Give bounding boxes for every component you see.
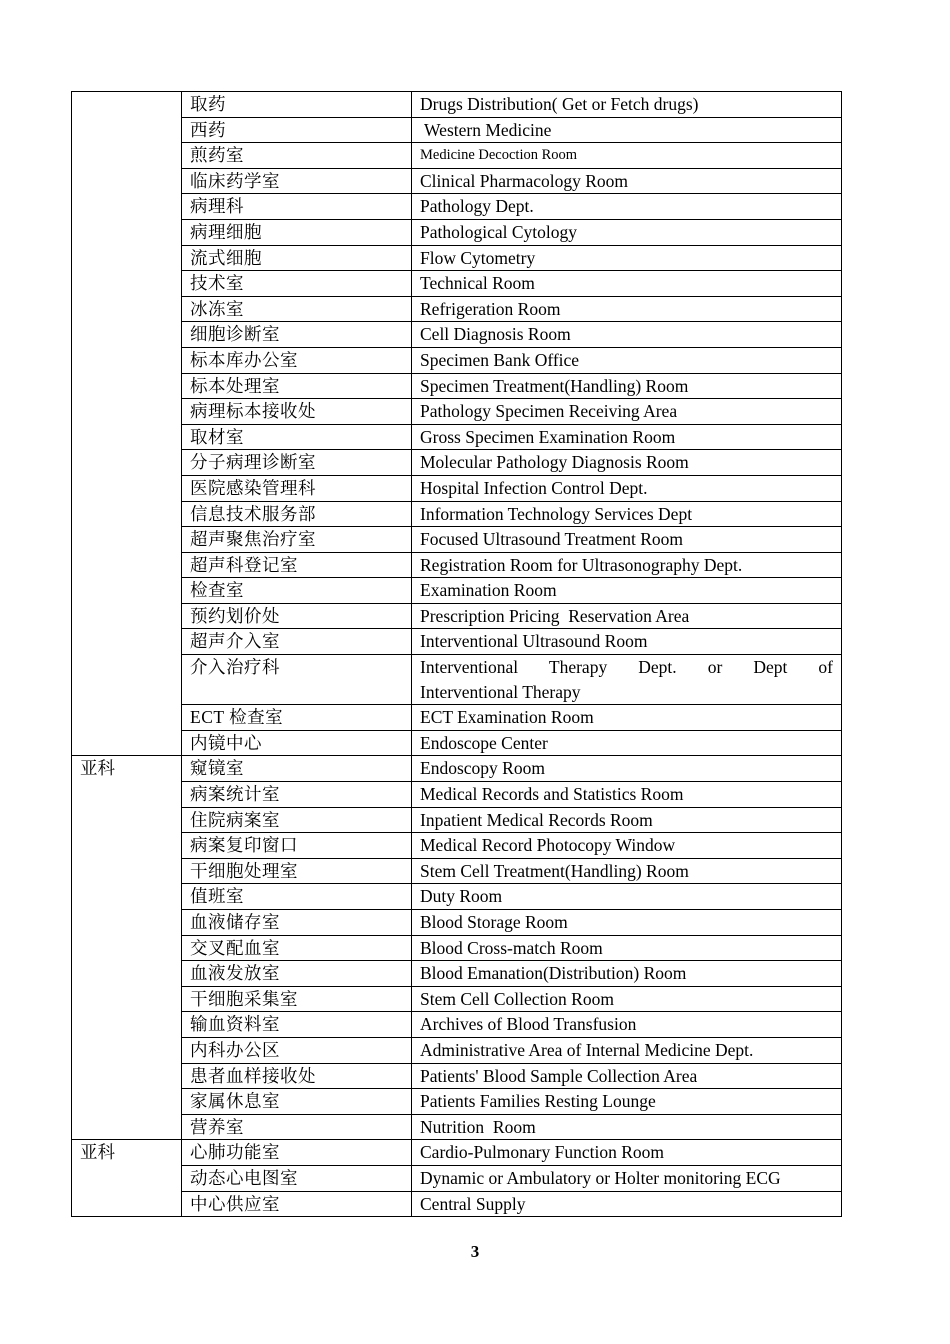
chinese-term-cell: 煎药室 <box>182 143 412 169</box>
chinese-term-cell: 细胞诊断室 <box>182 322 412 348</box>
english-term-cell: Patients' Blood Sample Collection Area <box>412 1063 842 1089</box>
table-row <box>72 578 842 604</box>
table-row <box>72 424 842 450</box>
english-term-cell: Flow Cytometry <box>412 245 842 271</box>
chinese-term-cell: 中心供应室 <box>182 1191 412 1217</box>
english-term-cell: Clinical Pharmacology Room <box>412 168 842 194</box>
chinese-term-cell: 分子病理诊断室 <box>182 450 412 476</box>
table-row <box>72 501 842 527</box>
chinese-term-cell: 超声聚焦治疗室 <box>182 527 412 553</box>
chinese-term-cell: 值班室 <box>182 884 412 910</box>
english-term-cell: Medicine Decoction Room <box>412 143 842 169</box>
table-row <box>72 629 842 655</box>
english-term-cell: Blood Cross-match Room <box>412 935 842 961</box>
table-row <box>72 168 842 194</box>
table-row <box>72 910 842 936</box>
table-row <box>72 1063 842 1089</box>
table-row <box>72 373 842 399</box>
english-term-cell: Registration Room for Ultrasonography Dept. <box>412 552 842 578</box>
table-row <box>72 655 842 705</box>
chinese-term-cell: 临床药学室 <box>182 168 412 194</box>
table-row <box>72 1165 842 1191</box>
english-term-cell: Gross Specimen Examination Room <box>412 424 842 450</box>
english-term-cell: ECT Examination Room <box>412 705 842 731</box>
chinese-term-cell: 病理科 <box>182 194 412 220</box>
table-row <box>72 935 842 961</box>
english-term-cell: Specimen Bank Office <box>412 347 842 373</box>
english-term-cell: Drugs Distribution( Get or Fetch drugs) <box>412 92 842 118</box>
group-cell <box>72 92 182 756</box>
chinese-term-cell: 窥镜室 <box>182 756 412 782</box>
english-term-cell: Medical Record Photocopy Window <box>412 833 842 859</box>
english-term-line-1: Interventional Therapy Dept. or Dept of <box>420 657 833 678</box>
table-row <box>72 603 842 629</box>
table-row <box>72 730 842 756</box>
chinese-term-cell: 病理细胞 <box>182 219 412 245</box>
table-row <box>72 194 842 220</box>
table-row <box>72 527 842 553</box>
table-row <box>72 1012 842 1038</box>
english-term-cell: Nutrition Room <box>412 1114 842 1140</box>
chinese-term-cell: 住院病案室 <box>182 807 412 833</box>
chinese-term-cell: 信息技术服务部 <box>182 501 412 527</box>
glossary-body <box>72 92 842 1217</box>
table-row <box>72 245 842 271</box>
english-term-cell: Inpatient Medical Records Room <box>412 807 842 833</box>
table-row <box>72 347 842 373</box>
chinese-term-cell: 家属休息室 <box>182 1089 412 1115</box>
english-term-cell: Endoscopy Room <box>412 756 842 782</box>
chinese-term-cell: 取材室 <box>182 424 412 450</box>
table-row <box>72 552 842 578</box>
chinese-term-cell: 血液发放室 <box>182 961 412 987</box>
chinese-term-cell: 交叉配血室 <box>182 935 412 961</box>
chinese-term-cell: 超声介入室 <box>182 629 412 655</box>
english-term-cell <box>412 655 842 705</box>
english-term-cell: Molecular Pathology Diagnosis Room <box>412 450 842 476</box>
chinese-term-cell: 血液储存室 <box>182 910 412 936</box>
english-term-cell: Administrative Area of Internal Medicine Dept. <box>412 1037 842 1063</box>
table-row <box>72 782 842 808</box>
table-row <box>72 833 842 859</box>
table-row <box>72 219 842 245</box>
chinese-term-cell: 标本库办公室 <box>182 347 412 373</box>
chinese-term-cell: 干细胞处理室 <box>182 858 412 884</box>
table-row <box>72 961 842 987</box>
chinese-term-cell: ECT 检查室 <box>182 705 412 731</box>
english-term-cell: Refrigeration Room <box>412 296 842 322</box>
glossary-table <box>71 91 842 1217</box>
chinese-term-cell: 冰冻室 <box>182 296 412 322</box>
english-term-cell: Cardio-Pulmonary Function Room <box>412 1140 842 1166</box>
english-term-cell: Hospital Infection Control Dept. <box>412 475 842 501</box>
english-term-cell: Blood Emanation(Distribution) Room <box>412 961 842 987</box>
chinese-term-cell: 动态心电图室 <box>182 1165 412 1191</box>
table-row <box>72 1114 842 1140</box>
table-row <box>72 1140 842 1166</box>
table-row <box>72 475 842 501</box>
english-term-cell: Duty Room <box>412 884 842 910</box>
table-row <box>72 1089 842 1115</box>
english-term-cell: Medical Records and Statistics Room <box>412 782 842 808</box>
chinese-term-cell: 技术室 <box>182 271 412 297</box>
table-row <box>72 986 842 1012</box>
english-term-cell: Examination Room <box>412 578 842 604</box>
chinese-term-cell: 内镜中心 <box>182 730 412 756</box>
english-term-cell: Specimen Treatment(Handling) Room <box>412 373 842 399</box>
chinese-term-cell: 病理标本接收处 <box>182 399 412 425</box>
english-term-cell: Central Supply <box>412 1191 842 1217</box>
english-term-cell: Western Medicine <box>412 117 842 143</box>
chinese-term-cell: 输血资料室 <box>182 1012 412 1038</box>
table-row <box>72 807 842 833</box>
chinese-term-cell: 介入治疗科 <box>182 655 412 705</box>
chinese-term-cell: 干细胞采集室 <box>182 986 412 1012</box>
chinese-term-cell: 西药 <box>182 117 412 143</box>
chinese-term-cell: 医院感染管理科 <box>182 475 412 501</box>
table-row <box>72 271 842 297</box>
english-term-cell: Archives of Blood Transfusion <box>412 1012 842 1038</box>
table-row <box>72 296 842 322</box>
english-term-cell: Technical Room <box>412 271 842 297</box>
chinese-term-cell: 预约划价处 <box>182 603 412 629</box>
chinese-term-cell: 病案复印窗口 <box>182 833 412 859</box>
english-term-cell: Patients Families Resting Lounge <box>412 1089 842 1115</box>
english-term-cell: Pathology Dept. <box>412 194 842 220</box>
table-row <box>72 143 842 169</box>
chinese-term-cell: 取药 <box>182 92 412 118</box>
chinese-term-cell: 患者血样接收处 <box>182 1063 412 1089</box>
group-cell: 亚科 <box>72 756 182 1140</box>
chinese-term-cell: 营养室 <box>182 1114 412 1140</box>
english-term-cell: Information Technology Services Dept <box>412 501 842 527</box>
chinese-term-cell: 流式细胞 <box>182 245 412 271</box>
group-cell: 亚科 <box>72 1140 182 1217</box>
table-row <box>72 399 842 425</box>
english-term-cell: Stem Cell Collection Room <box>412 986 842 1012</box>
table-row <box>72 322 842 348</box>
chinese-term-cell: 内科办公区 <box>182 1037 412 1063</box>
table-row <box>72 1191 842 1217</box>
chinese-term-cell: 标本处理室 <box>182 373 412 399</box>
page-number: 3 <box>470 1242 480 1261</box>
table-row <box>72 705 842 731</box>
english-term-cell: Interventional Ultrasound Room <box>412 629 842 655</box>
english-term-cell: Endoscope Center <box>412 730 842 756</box>
english-term-cell: Blood Storage Room <box>412 910 842 936</box>
english-term-cell: Pathology Specimen Receiving Area <box>412 399 842 425</box>
english-term-cell: Dynamic or Ambulatory or Holter monitoring ECG <box>412 1165 842 1191</box>
table-row <box>72 858 842 884</box>
english-term-cell: Prescription Pricing Reservation Area <box>412 603 842 629</box>
english-term-cell: Stem Cell Treatment(Handling) Room <box>412 858 842 884</box>
table-row <box>72 756 842 782</box>
english-term-cell: Pathological Cytology <box>412 219 842 245</box>
table-row <box>72 884 842 910</box>
chinese-term-cell: 超声科登记室 <box>182 552 412 578</box>
chinese-term-cell: 病案统计室 <box>182 782 412 808</box>
table-row <box>72 92 842 118</box>
table-row <box>72 117 842 143</box>
english-term-cell: Focused Ultrasound Treatment Room <box>412 527 842 553</box>
table-row <box>72 450 842 476</box>
chinese-term-cell: 心肺功能室 <box>182 1140 412 1166</box>
english-term-cell: Cell Diagnosis Room <box>412 322 842 348</box>
chinese-term-cell: 检查室 <box>182 578 412 604</box>
english-term-line-2: Interventional Therapy <box>420 681 581 702</box>
table-row <box>72 1037 842 1063</box>
